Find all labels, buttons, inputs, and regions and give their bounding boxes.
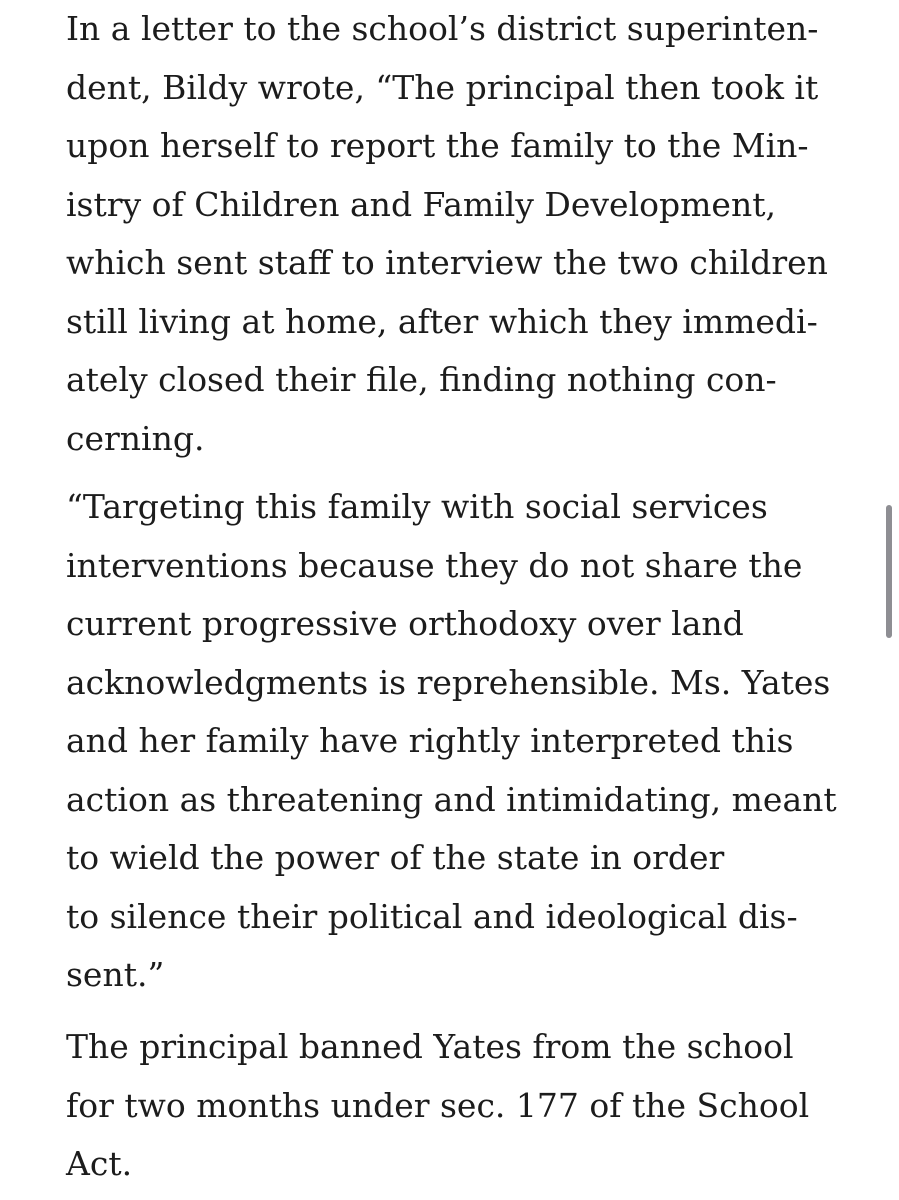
- text-line: which sent staff to interview the two children: [66, 243, 828, 282]
- paragraph-letter-quote: [66, 0, 828, 468]
- text-line: action as threatening and intimidating, meant: [66, 779, 837, 819]
- text-line: to silence their political and ideological dis-: [66, 896, 798, 936]
- scrollbar-thumb[interactable]: [886, 505, 892, 638]
- paragraph-ban: [66, 1018, 809, 1194]
- text-line: current progressive orthodoxy over land: [66, 604, 744, 643]
- text-line: upon herself to report the family to the Min-: [66, 126, 809, 165]
- text-line: still living at home, after which they immedi-: [66, 301, 818, 341]
- text-line: dent, Bildy wrote, “The principal then took it: [66, 67, 819, 107]
- text-line: sent.”: [66, 955, 165, 994]
- paragraph-targeting-quote: [66, 478, 837, 1005]
- text-line: for two months under sec. 177 of the School: [66, 1085, 810, 1125]
- text-line: ately closed their file, finding nothing con-: [66, 360, 777, 399]
- text-line: and her family have rightly interpreted this: [66, 721, 794, 760]
- text-line: Act.: [66, 1144, 133, 1183]
- text-line: interventions because they do not share the: [66, 545, 803, 585]
- text-line: The principal banned Yates from the school: [66, 1027, 794, 1066]
- text-line: to wield the power of the state in order: [66, 838, 725, 877]
- text-line: In a letter to the school’s district superinten-: [66, 9, 819, 48]
- text-line: “Targeting this family with social services: [66, 487, 768, 526]
- text-line: acknowledgments is reprehensible. Ms. Yates: [66, 662, 831, 702]
- text-line: istry of Children and Family Development,: [66, 184, 776, 224]
- text-line: cerning.: [66, 418, 205, 458]
